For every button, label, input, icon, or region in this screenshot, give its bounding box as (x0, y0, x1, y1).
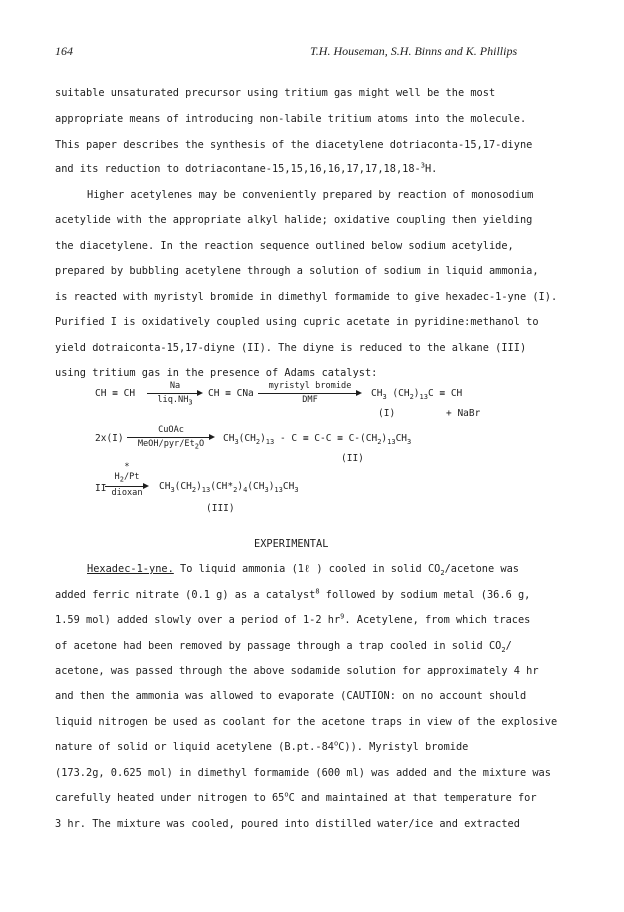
arrow-reagent-top: Na (169, 381, 181, 391)
text-line: Purified I is oxidatively coupled using cupric acetate in pyridine:methanol to (55, 316, 539, 328)
text-line: 1.59 mol) added slowly over a period of 1-2 $hr^9$. Acetylene, from which traces (55, 612, 531, 626)
compound-label-I: (I) (378, 408, 396, 419)
text-line: using tritium gas in the presence of Adams catalyst: (55, 367, 378, 379)
arrow-reagent-bottom: $liq.NH_3$ (157, 395, 193, 407)
reaction-arrow-1 (147, 381, 203, 411)
text-line: and its reduction to dotriacontane-15,15,16,16,17,17,18,18-$^3$H. (55, 161, 438, 175)
sub-heading: Hexadec-1-yne. (87, 563, 174, 575)
reactant-acetylene: CH ≡ CH (95, 388, 136, 399)
text-line: carefully heated under nitrogen to 65$^o$C and maintained at that temperature for (55, 790, 537, 804)
section-heading: EXPERIMENTAL (254, 538, 329, 550)
text-line: This paper describes the synthesis of the diacetylene dotriaconta-15,17-diyne (55, 139, 533, 151)
arrow-reagent-top: $H_2/Pt$ (114, 472, 140, 484)
text-line: and then the ammonia was allowed to evaporate (CAUTION: on no account should (55, 690, 527, 702)
arrow-reagent-bottom: dioxan (111, 488, 143, 498)
text-line: suitable unsaturated precursor using tritium gas might well be the most (55, 87, 496, 99)
text-line: nature of solid or liquid acetylene (B.pt.-84$^o$C)). Myristyl bromide (55, 739, 469, 753)
compound-label-II: (II) (341, 453, 364, 464)
text-line: prepared by bubbling acetylene through a solution of sodium in liquid ammonia, (55, 265, 539, 277)
text-line: liquid nitrogen be used as coolant for the acetone traps in view of the explosive (55, 716, 558, 728)
running-head-authors: T.H. Houseman, S.H. Binns and K. Phillips (310, 44, 518, 58)
product-tritiated-alkane: $CH_3(CH_2)_{13}(CH*_2)_4(CH_3)_{13}CH_3$ (159, 481, 299, 494)
text-line: the diacetylene. In the reaction sequence outlined below sodium acetylide, (55, 240, 514, 252)
text-line: yield dotraiconta-15,17-diyne (II). The diyne is reduced to the alkane (III) (55, 342, 527, 354)
isotope-marker: * (124, 462, 130, 472)
reactant-2x-I: 2x(I) (95, 433, 124, 444)
byproduct: + NaBr (446, 408, 481, 419)
reactant-II: II (95, 483, 107, 494)
product-hexadecyne: $CH_3$ $(CH_2)_{13}C$ ≡ CH (371, 388, 463, 401)
reaction-arrow-4 (105, 462, 149, 506)
text-line: Hexadec-1-yne. To liquid ammonia (1ℓ ) cooled in solid $CO_2$/acetone was (87, 563, 519, 578)
text-line: added ferric nitrate (0.1 g) as a catalyst$^8$ followed by sodium metal (36.6 g, (55, 587, 531, 601)
text-line: (173.2g, 0.625 mol) in dimethyl formamide (600 ml) was added and the mixture was (55, 767, 551, 779)
reaction-arrow-3 (127, 425, 215, 455)
text-line: acetone, was passed through the above sodamide solution for approximately 4 hr (55, 665, 539, 677)
arrow-reagent-bottom: DMF (302, 395, 318, 405)
paragraph-first-line: Higher acetylenes may be conveniently prepared by reaction of monosodium (87, 189, 534, 201)
compound-label-III: (III) (206, 503, 235, 514)
page-number: 164 (55, 44, 73, 58)
text-line: is reacted with myristyl bromide in dimethyl formamide to give hexadec-1-yne (I). (55, 291, 558, 303)
text-line: 3 hr. The mixture was cooled, poured into distilled water/ice and extracted (55, 818, 520, 830)
arrow-reagent-top: CuOAc (158, 425, 184, 435)
reaction-arrow-2 (258, 381, 362, 411)
arrow-reagent-top: myristyl bromide (268, 381, 352, 391)
arrow-reagent-bottom: MeOH/$pyr/Et_2O$ (137, 439, 205, 451)
text-line: acetylide with the appropriate alkyl halide; oxidative coupling then yielding (55, 214, 533, 226)
text-line: appropriate means of introducing non-labile tritium atoms into the molecule. (55, 113, 527, 125)
product-diyne: $CH_3(CH_2)_{13} - C \equiv C-C \equiv C-(CH_2)_{13}CH_3$ (223, 433, 412, 446)
text-line: of acetone had been removed by passage through a trap cooled in solid $CO_2/$ (55, 640, 512, 655)
intermediate-sodium-acetylide: CH ≡ CNa (208, 388, 254, 399)
